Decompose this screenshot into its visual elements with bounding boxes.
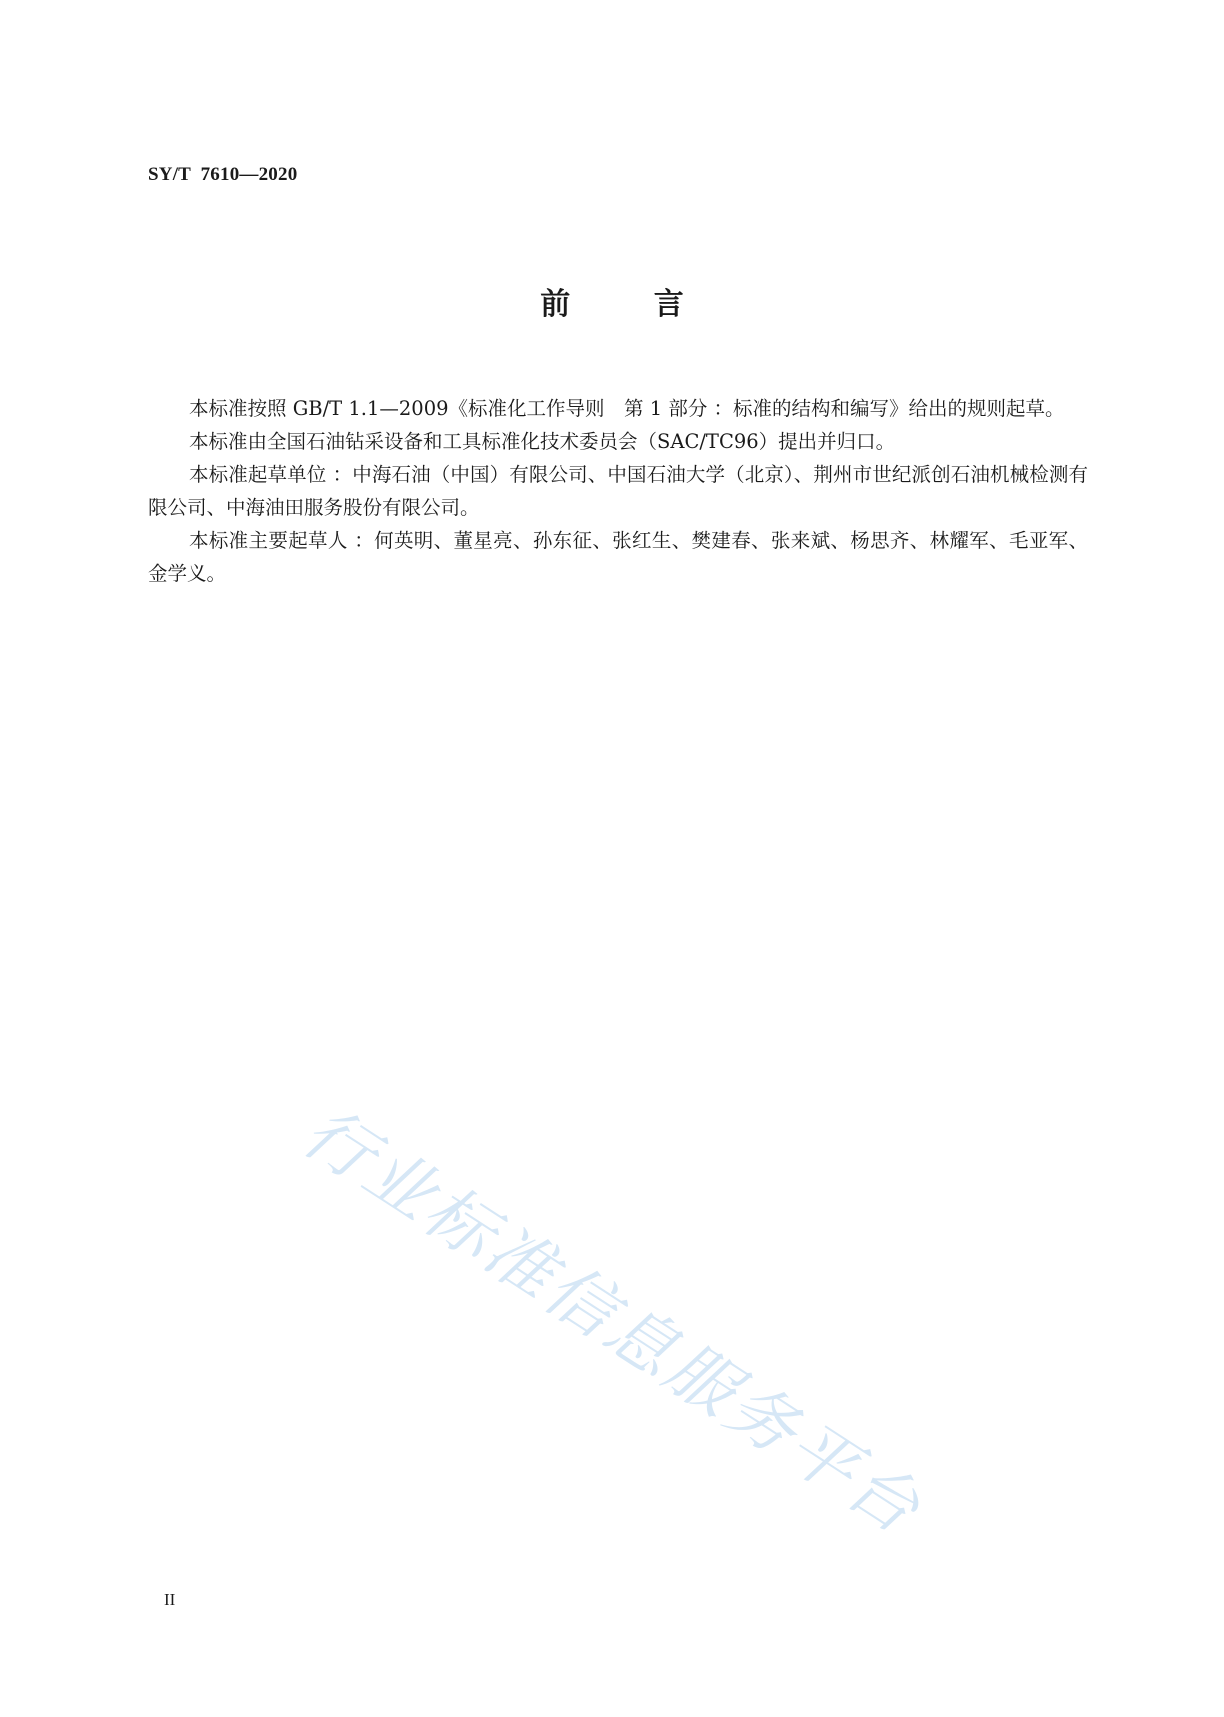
paragraph-proposer: 本标准由全国石油钻采设备和工具标准化技术委员会（SAC/TC96）提出并归口。 <box>189 430 896 453</box>
page-number: II <box>164 1590 176 1609</box>
watermark: 行业标准信息服务平台 <box>288 1092 936 1551</box>
paragraph-drafting-units: 本标准起草单位 ：中海石油（中国）有限公司、中国石油大学（北京）、荆州市世纪派创石油机械检测有限公司、中海油田服务股份有限公司。 <box>148 463 1088 519</box>
foreword-body <box>148 392 1088 590</box>
standard-code: SY/T 7610—2020 <box>148 164 298 185</box>
page-title: 前 言 <box>540 287 684 322</box>
paragraph-drafting-rules: 本标准按照 GB/T 1.1—2009《标准化工作导则 第 1 部分 ：标准的结构和编写》给出的规则起草。 <box>189 397 1065 420</box>
paragraph-drafters: 本标准主要起草人 ：何英明、董星亮、孙东征、张红生、樊建春、张来斌、杨思齐、林耀军、毛亚军、金学义。 <box>148 529 1088 585</box>
